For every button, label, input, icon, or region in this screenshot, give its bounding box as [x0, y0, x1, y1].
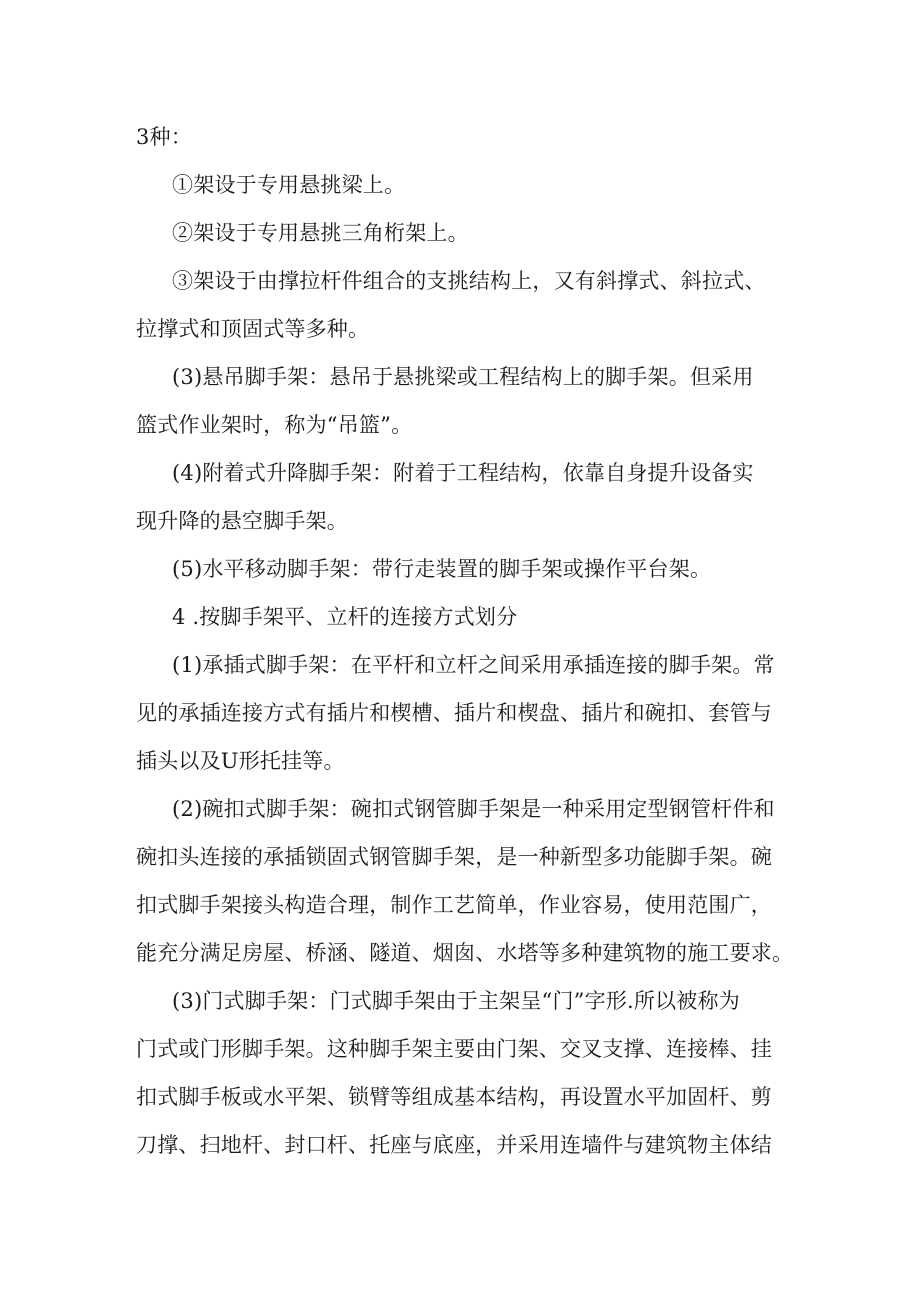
text-line: ②架设于专用悬挑三角桁架上。: [172, 221, 469, 245]
document-body: [136, 113, 804, 1169]
text-line: (1)承插式脚手架：在平杆和立杆之间采用承插连接的脚手架。常: [172, 653, 775, 677]
text-line: (3)悬吊脚手架：悬吊于悬挑梁或工程结构上的脚手架。但采用: [172, 365, 754, 389]
text-line: 扣式脚手架接头构造合理，制作工艺简单，作业容易，使用范围广，: [136, 893, 772, 917]
text-line: 插头以及U形托挂等。: [136, 749, 345, 773]
text-line: ③架设于由撑拉杆件组合的支挑结构上，又有斜撑式、斜拉式、: [172, 269, 766, 293]
text-line: 篮式作业架时，称为“吊篮”。: [136, 413, 413, 437]
text-line: (3)门式脚手架：门式脚手架由于主架呈“门”字形.所以被称为: [172, 989, 740, 1013]
text-line: 扣式脚手板或水平架、锁臂等组成基本结构，再设置水平加固杆、剪: [136, 1085, 772, 1109]
text-line: (4)附着式升降脚手架：附着于工程结构，依靠自身提升设备实: [172, 461, 754, 485]
text-line: 刀撑、扫地杆、封口杆、托座与底座，并采用连墙件与建筑物主体结: [136, 1133, 772, 1157]
section-heading: 4 .按脚手架平、立杆的连接方式划分: [172, 605, 518, 629]
text-line: 碗扣头连接的承插锁固式钢管脚手架，是一种新型多功能脚手架。碗: [136, 845, 772, 869]
text-line: 门式或门形脚手架。这种脚手架主要由门架、交叉支撑、连接棒、挂: [136, 1037, 772, 1061]
text-line: 3种：: [136, 125, 192, 149]
text-line: (5)水平移动脚手架：带行走装置的脚手架或操作平台架。: [172, 557, 712, 581]
text-line: 见的承插连接方式有插片和楔槽、插片和楔盘、插片和碗扣、套管与: [136, 701, 772, 725]
text-line: 能充分满足房屋、桥涵、隧道、烟囱、水塔等多种建筑物的施工要求。: [136, 941, 794, 965]
text-line: 现升降的悬空脚手架。: [136, 509, 348, 533]
text-line: ①架设于专用悬挑梁上。: [172, 173, 406, 197]
text-line: (2)碗扣式脚手架：碗扣式钢管脚手架是一种采用定型钢管杆件和: [172, 797, 775, 821]
text-line: 拉撑式和顶固式等多种。: [136, 317, 370, 341]
